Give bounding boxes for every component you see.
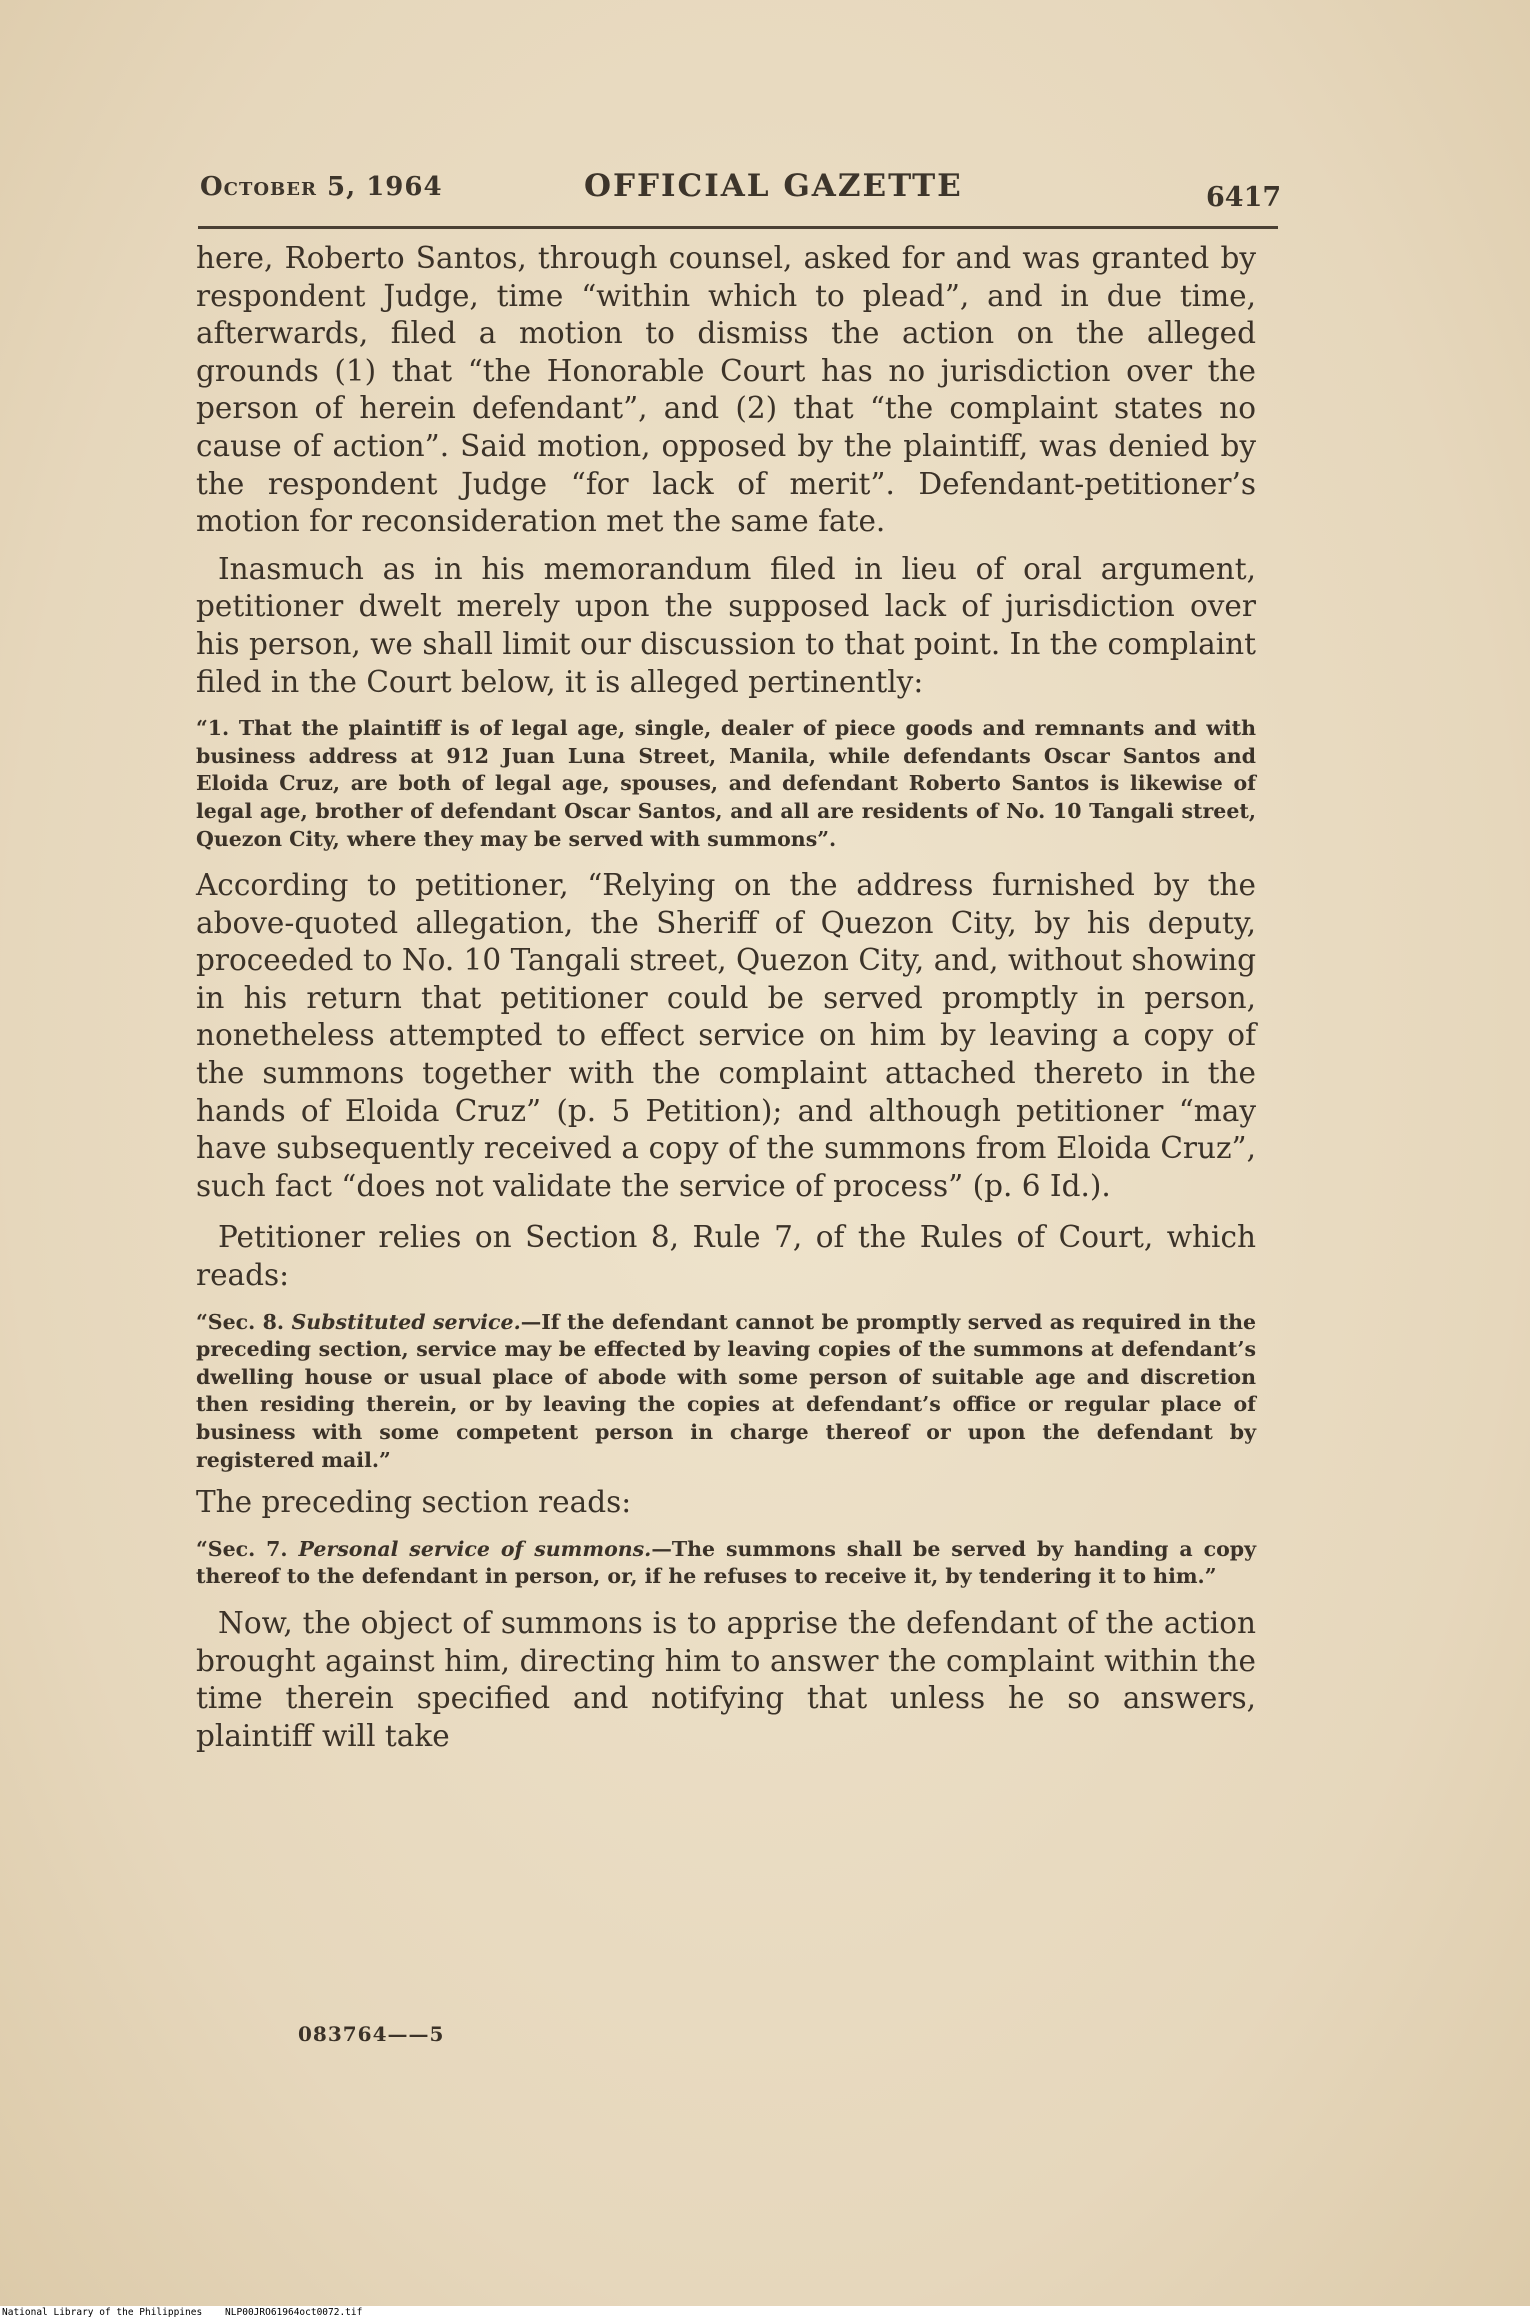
paragraph-3: According to petitioner, “Relying on the address furnished by the above-quoted allegation, the Sheriff of Quezon City, by his deputy, proceeded to No. 10 Tangali street, Quezon City, and, without showing in his return that petitioner could be served promptly in person, nonetheless attempted to effect service on him by leaving a copy of the summons together with the complaint attached thereto in the hands of Eloida Cruz” (p. 5 Petition); and although petitioner “may have subsequently received a copy of the summons from Eloida Cruz”, such fact “does not validate the service of process” (p. 6 Id.). (196, 868, 1256, 1203)
quoted-section-8 (196, 1309, 1256, 1475)
header-page-number: 6417 (1206, 182, 1282, 213)
section-8-title: Substituted service. (291, 1309, 521, 1334)
section-7-body: —The summons shall be served by handing a copy thereof to the defendant in person, or, if he refuses to receive it, by tendering it to him.” (196, 1536, 1257, 1589)
paragraph-5: The preceding section reads: (196, 1485, 632, 1520)
section-8-lead: “Sec. 8. (196, 1309, 285, 1334)
header-rule (198, 226, 1278, 229)
header-date: October 5, 1964 (200, 172, 443, 202)
paragraph-4: Petitioner relies on Section 8, Rule 7, of the Rules of Court, which reads: (196, 1220, 1256, 1293)
paragraph-6: Now, the object of summons is to apprise the defendant of the action brought against him, directing him to answer the complaint within the time therein specified and notifying that unless he so answers, plaintiff will take (196, 1605, 1256, 1753)
paragraph-2: Inasmuch as in his memorandum filed in lieu of oral argument, petitioner dwelt merely upon the supposed lack of jurisdiction over his person, we shall limit our discussion to that point. In the complaint filed in the Court below, it is alleged pertinently: (196, 551, 1256, 699)
page-header (200, 164, 1282, 214)
section-8-body: —If the defendant cannot be promptly served as required in the preceding section, service may be effected by leaving copies of the summons at defendant’s dwelling house or usual place of abode with some person of suitable age and discretion then residing therein, or by leaving the copies at defendant’s office or regular place of business with some competent person in charge thereof or upon the defendant by registered mail.” (196, 1309, 1257, 1472)
section-7-title: Personal service of summons. (298, 1536, 652, 1561)
paragraph-1: here, Roberto Santos, through counsel, asked for and was granted by respondent Judge, time “within which to plead”, and in due time, afterwards, filed a motion to dismiss the action on the alleged grounds (1) that “the Honorable Court has no jurisdiction over the person of herein defendant”, and (2) that “the complaint states no cause of action”. Said motion, opposed by the plaintiff, was denied by the respondent Judge “for lack of merit”. Defendant-petitioner’s motion for reconsideration met the same fate. (196, 241, 1256, 539)
quoted-allegation: “1. That the plaintiff is of legal age, single, dealer of piece goods and remnants and with business address at 912 Juan Luna Street, Manila, while defendants Oscar Santos and Eloida Cruz, are both of legal age, spouses, and defendant Roberto Santos is likewise of legal age, brother of defendant Oscar Santos, and all are residents of No. 10 Tangali street, Quezon City, where they may be served with summons”. (196, 716, 1256, 851)
print-code: 083764——5 (298, 2022, 445, 2046)
header-title: OFFICIAL GAZETTE (584, 168, 963, 204)
section-7-lead: “Sec. 7. (196, 1536, 288, 1561)
quoted-section-7 (196, 1536, 1256, 1591)
scan-label: National Library of the Philippines NLP00JRO61964oct0072.tif (2, 2307, 363, 2318)
article-body (196, 240, 1256, 1755)
